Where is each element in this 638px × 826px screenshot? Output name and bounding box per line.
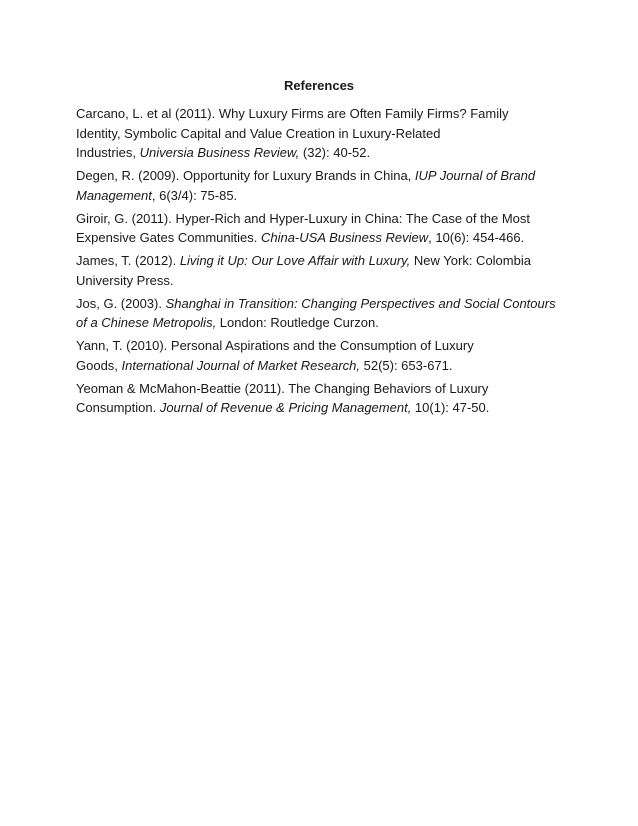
reference-line: [76, 143, 566, 163]
reference-text: Consumption.: [76, 400, 160, 415]
reference-source-title: International Journal of Market Research,: [121, 357, 360, 373]
reference-line: [76, 251, 566, 271]
reference-text: Carcano, L. et al (2011). Why Luxury Firms are Often Family Firms? Family: [76, 106, 509, 121]
reference-line: [76, 186, 566, 206]
reference-text: Expensive Gates Communities.: [76, 230, 261, 245]
reference-line: [76, 313, 566, 333]
reference-line: [76, 398, 566, 418]
reference-text: University Press.: [76, 272, 174, 288]
reference-entry: [76, 379, 566, 418]
reference-entry: [76, 209, 566, 248]
reference-source-title: Management: [76, 187, 152, 203]
reference-text: Goods,: [76, 357, 122, 373]
reference-line: [76, 228, 566, 248]
reference-text: London: Routledge Curzon.: [216, 315, 379, 330]
reference-text: , 6(3/4): 75-85.: [151, 187, 238, 203]
reference-entry: [76, 166, 566, 205]
reference-source-title: IUP Journal of Brand: [414, 168, 536, 183]
reference-source-title: Shanghai in Transition: Changing Perspectives and Social Contours: [165, 295, 556, 311]
reference-source-title: Journal of Revenue & Pricing Management,: [159, 400, 412, 415]
reference-text: James, T. (2012).: [76, 253, 180, 268]
reference-text: Degen, R. (2009). Opportunity for Luxury Brands in China,: [76, 168, 415, 183]
reference-line: [76, 271, 566, 291]
reference-line: [76, 166, 566, 186]
reference-line: [76, 379, 566, 399]
references-heading: References: [283, 78, 355, 93]
reference-line: [76, 356, 566, 376]
reference-text: 10(1): 47-50.: [411, 400, 490, 415]
reference-text: (32): 40-52.: [299, 145, 371, 160]
reference-line: [76, 104, 566, 124]
reference-text: , 10(6): 454-466.: [428, 230, 525, 245]
reference-list: [76, 104, 566, 421]
reference-line: [76, 209, 566, 229]
reference-text: Giroir, G. (2011). Hyper-Rich and Hyper-Luxury in China: The Case of the Most: [76, 210, 530, 226]
reference-text: Yann, T. (2010). Personal Aspirations and the Consumption of Luxury: [76, 338, 474, 353]
reference-text: Industries,: [76, 145, 140, 160]
reference-entry: [76, 336, 566, 375]
reference-text: 52(5): 653-671.: [360, 357, 453, 373]
reference-source-title: of a Chinese Metropolis,: [76, 315, 217, 330]
reference-line: [76, 336, 566, 356]
reference-text: Yeoman & McMahon-Beattie (2011). The Changing Behaviors of Luxury: [76, 380, 489, 396]
reference-line: [76, 124, 566, 144]
reference-line: [76, 294, 566, 314]
reference-entry: [76, 294, 566, 333]
reference-source-title: China-USA Business Review: [260, 230, 429, 245]
reference-entry: [76, 104, 566, 163]
reference-source-title: Universia Business Review,: [139, 145, 300, 160]
reference-text: New York: Colombia: [410, 253, 531, 268]
reference-text: Identity, Symbolic Capital and Value Creation in Luxury-Related: [76, 125, 441, 141]
reference-source-title: Living it Up: Our Love Affair with Luxury,: [179, 253, 411, 268]
reference-text: Jos, G. (2003).: [76, 295, 166, 311]
reference-entry: [76, 251, 566, 290]
